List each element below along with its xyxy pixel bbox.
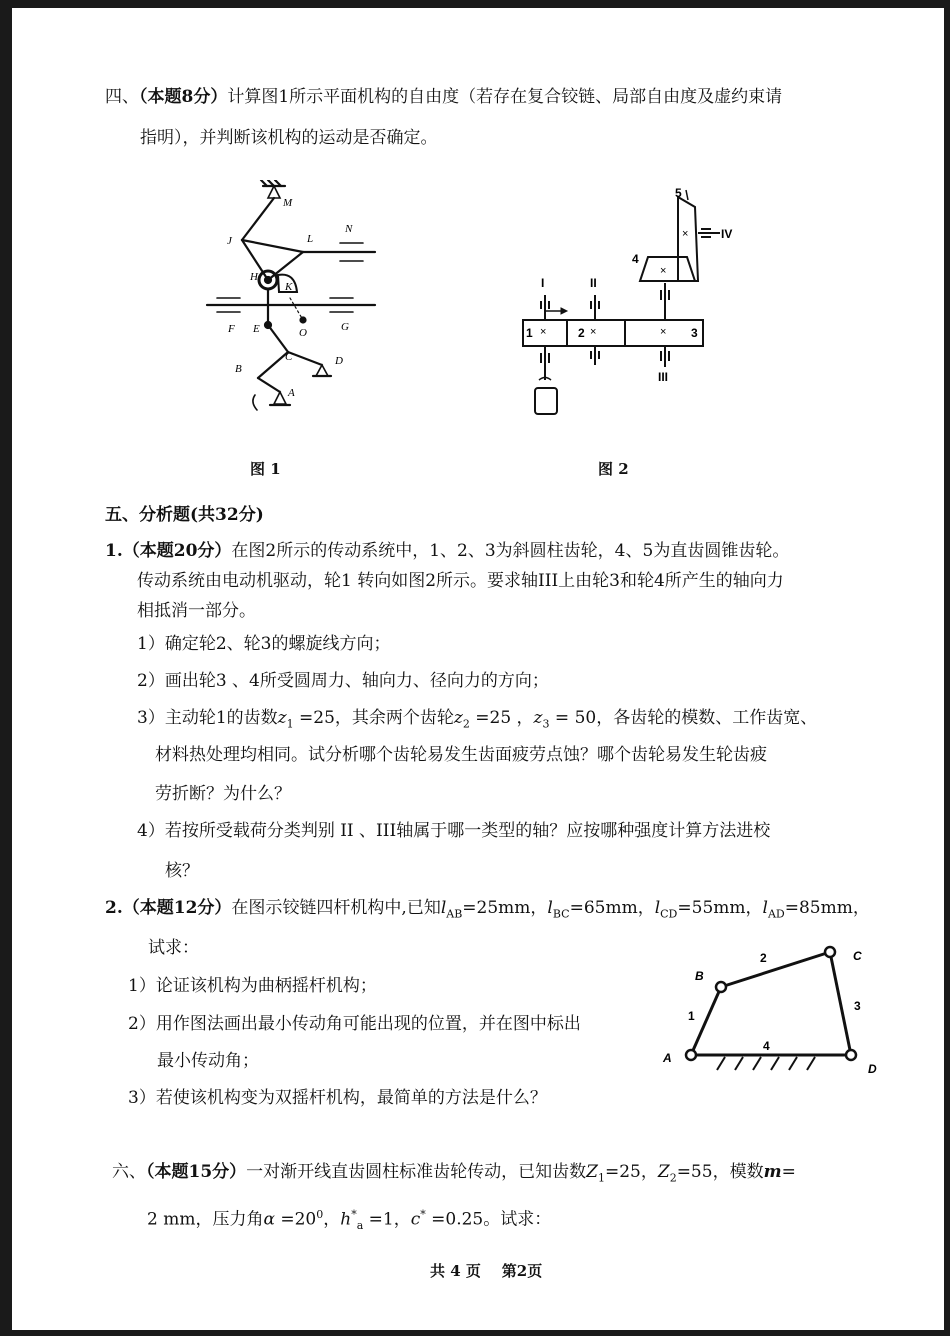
link-3-cd: [830, 952, 851, 1055]
page-footer: 共 4 页 第2页: [430, 1262, 543, 1280]
motor: [535, 388, 557, 414]
q5-p1-score: （本题20分）: [122, 541, 232, 561]
q6-line2-a: 2 mm，压力角: [147, 1209, 264, 1230]
joint-d: [846, 1050, 856, 1060]
z2-upper-sub: 2: [669, 1171, 677, 1185]
l-cd-sub: CD: [660, 907, 678, 921]
q5-p2-sub3: 3）若使该机构变为双摇杆机构，最简单的方法是什么？: [128, 1088, 547, 1108]
figure-2-caption: 图 2: [598, 460, 629, 478]
crank-arrow: [253, 395, 257, 410]
l-ab-sub: AB: [446, 907, 463, 921]
q6-line2-c: ，: [323, 1209, 341, 1230]
q5-p1-sub3-line1: [137, 707, 817, 735]
q5-p2-sub1: 1）论证该机构为曲柄摇杆机构；: [128, 976, 377, 996]
figure-2-diagram: [515, 185, 745, 420]
q6-line2-b: =20: [274, 1209, 317, 1230]
q5-p1-sub1: 1）确定轮2、轮3的螺旋线方向；: [137, 634, 391, 654]
fig1-label-f: F: [228, 323, 235, 335]
bevel-gear-4: [640, 257, 695, 281]
fig1-label-l: L: [307, 233, 314, 245]
l-ad-val: =85mm，: [784, 898, 870, 918]
q5-p1-sub2: 2）画出轮3 、4所受圆周力、轴向力、径向力的方向；: [137, 671, 549, 691]
link-1-ab: [691, 987, 721, 1055]
figure-1-caption: 图 1: [250, 460, 281, 478]
z3-sub: 3: [542, 717, 550, 731]
c-sup: *: [420, 1208, 426, 1221]
gear2-cross: ×: [590, 326, 597, 338]
l-bc-val: =65mm，: [569, 898, 655, 918]
fig2-label-2: 2: [578, 326, 585, 340]
q5-p2-sub2-line2: 最小传动角；: [157, 1051, 259, 1071]
pivot-a: [274, 392, 286, 404]
degree-sup: 0: [316, 1208, 324, 1221]
fig1-label-a: A: [288, 387, 295, 399]
fig1-label-m: M: [283, 197, 293, 209]
fig1-label-n: N: [345, 223, 353, 235]
scan-border-top: [0, 0, 950, 8]
fig2-label-i: I: [541, 276, 545, 290]
fig1-label-j: J: [227, 235, 232, 247]
q5-p1-sub4-line1: 4）若按所受载荷分类判别 II 、III轴属于哪一类型的轴？应按哪种强度计算方法进校: [137, 821, 771, 841]
fig2-label-5: 5: [675, 186, 682, 200]
q6-line1: [112, 1161, 796, 1189]
fig1-label-d: D: [335, 355, 343, 367]
q6-line2-d: =1，: [363, 1209, 411, 1230]
fig2-label-1: 1: [526, 326, 533, 340]
ha-symbol: h: [340, 1209, 352, 1230]
fig2-label-iii: III: [658, 370, 669, 384]
c-symbol: c: [410, 1209, 421, 1230]
gear-box: [523, 320, 703, 346]
q5-s3-c: =25 ，: [469, 708, 534, 728]
link-cb: [258, 352, 288, 378]
fig1-label-k: K: [285, 281, 293, 293]
fig1-label-b: B: [235, 363, 242, 375]
scan-border-bottom: [0, 1330, 950, 1336]
fig2-label-ii: II: [590, 276, 597, 290]
fig2-label-3: 3: [691, 326, 698, 340]
alpha-symbol: α: [263, 1209, 275, 1230]
four-bar-label-c: C: [853, 949, 862, 963]
z1-upper-val: =25，: [604, 1162, 658, 1182]
joint-b: [716, 982, 726, 992]
z2-sub: 2: [462, 717, 470, 731]
q6-line2-e: =0.25。试求：: [425, 1209, 552, 1230]
fig2-label-iv: IV: [721, 227, 733, 241]
fig1-label-g: G: [341, 321, 349, 333]
four-bar-label-1: 1: [688, 1009, 695, 1023]
gear5-cross: ×: [682, 228, 689, 240]
q6-label: 六、: [112, 1162, 146, 1182]
l-ad-sub: AD: [767, 907, 785, 921]
fig1-label-e: E: [253, 323, 260, 335]
q5-p2-score: （本题12分）: [122, 898, 232, 918]
z1-upper-sub: 1: [597, 1171, 605, 1185]
q5-p1-line2: 传动系统由电动机驱动，轮1 转向如图2所示。要求轴III上由轮3和轮4所产生的轴向力: [137, 571, 784, 591]
q6-score: （本题15分）: [146, 1162, 247, 1182]
four-bar-diagram: [655, 940, 890, 1080]
q5-p2-intro: 在图示铰链四杆机构中,已知: [231, 898, 441, 918]
fig1-label-o: O: [299, 327, 307, 339]
q5-p1-sub3-line3: 劳折断？为什么？: [155, 784, 291, 804]
q5-p1-sub4-line2: 核？: [165, 861, 199, 881]
m-val: =: [781, 1162, 796, 1182]
link-mj: [242, 198, 274, 240]
ha-sup: *: [351, 1208, 357, 1221]
l-cd-val: =55mm，: [677, 898, 763, 918]
link-jl: [242, 240, 303, 252]
z1-symbol: z: [277, 708, 287, 728]
q5-p2-line1: [105, 897, 870, 925]
q4-line1: [105, 86, 782, 108]
q5-p1-num: 1.: [105, 541, 123, 561]
z2-symbol: z: [453, 708, 463, 728]
link-2-bc: [721, 952, 830, 987]
l-ad-symbol: l: [762, 898, 768, 918]
four-bar-label-a: A: [663, 1051, 672, 1065]
q5-p2-sub2-line1: 2）用作图法画出最小传动角可能出现的位置，并在图中标出: [128, 1014, 581, 1034]
z3-symbol: z: [533, 708, 543, 728]
four-bar-label-3: 3: [854, 999, 861, 1013]
fig1-label-h: H: [250, 271, 258, 283]
scan-border-left: [0, 0, 12, 1336]
z1-upper-symbol: Z: [586, 1162, 598, 1182]
link-ec: [268, 325, 288, 352]
q4-label: 四、: [105, 87, 139, 107]
scan-border-right: [944, 0, 950, 1336]
z1-sub: 1: [286, 717, 294, 731]
pivot-m: [268, 186, 280, 198]
l-cd-symbol: l: [654, 898, 661, 918]
q5-s3-d: = 50，各齿轮的模数、工作齿宽、: [549, 708, 818, 728]
gear4-cross: ×: [660, 265, 667, 277]
link-ba: [258, 378, 280, 392]
l-ab-val: =25mm，: [462, 898, 548, 918]
q5-p1-sub3-line2: 材料热处理均相同。试分析哪个齿轮易发生齿面疲劳点蚀？哪个齿轮易发生轮齿疲: [155, 745, 767, 765]
q5-s3-a: 3）主动轮1的齿数: [137, 708, 278, 728]
four-bar-label-b: B: [695, 969, 704, 983]
q5-p2-line2: 试求：: [148, 938, 199, 958]
pivot-d: [316, 365, 328, 376]
four-bar-label-4: 4: [763, 1039, 770, 1053]
z2-upper-symbol: Z: [657, 1162, 670, 1182]
joint-c: [825, 947, 835, 957]
gear3-cross: ×: [660, 326, 667, 338]
q5-s3-b: =25，其余两个齿轮: [293, 708, 454, 728]
q5-p1-line3: 相抵消一部分。: [137, 601, 256, 621]
ha-sub: a: [356, 1219, 364, 1233]
q4-score: （本题8分）: [139, 87, 228, 107]
q5-p1-text1: 在图2所示的传动系统中，1、2、3为斜圆柱齿轮，4、5为直齿圆锥齿轮。: [231, 541, 790, 561]
l-bc-symbol: l: [547, 898, 553, 918]
q6-line2: [147, 1204, 551, 1237]
q4-line2: 指明），并判断该机构的运动是否确定。: [140, 128, 438, 148]
q5-p2-num: 2.: [105, 898, 123, 918]
q4-text1: 计算图1所示平面机构的自由度（若存在复合铰链、局部自由度及虚约束请: [227, 87, 783, 107]
m-symbol: m: [763, 1162, 782, 1182]
q5-p1-line1: [105, 540, 789, 562]
link-cd: [288, 352, 322, 365]
four-bar-label-d: D: [868, 1062, 877, 1076]
q5-heading: 五、分析题(共32分): [105, 505, 264, 525]
fig1-label-c: C: [285, 351, 293, 363]
l-ab-symbol: l: [440, 898, 447, 918]
joint-a: [686, 1050, 696, 1060]
z2-upper-val: =55，模数: [676, 1162, 764, 1182]
l-bc-sub: BC: [552, 907, 570, 921]
four-bar-label-2: 2: [760, 951, 767, 965]
gear1-cross: ×: [540, 326, 547, 338]
fig2-label-4: 4: [632, 252, 639, 266]
q6-text1: 一对渐开线直齿圆柱标准齿轮传动，已知齿数: [246, 1162, 587, 1182]
figure-1-diagram: [195, 180, 385, 420]
